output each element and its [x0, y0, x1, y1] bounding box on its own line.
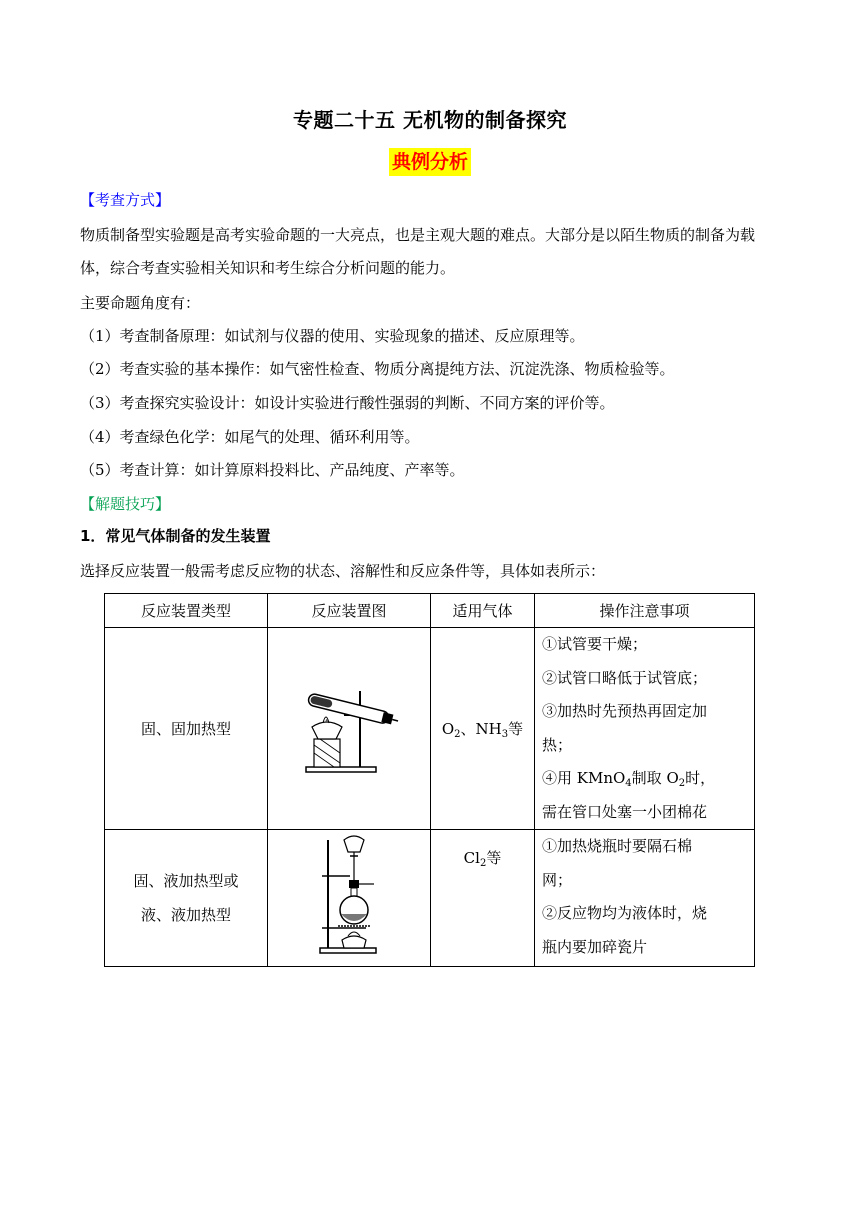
notes-cell — [535, 628, 755, 830]
page-title: 专题二十五 无机物的制备探究 — [293, 108, 567, 132]
gas-subscript: 3 — [501, 729, 509, 740]
gas-cell — [431, 830, 535, 967]
note-line: ②试管口略低于试管底； — [542, 668, 708, 687]
apparatus-cell — [268, 628, 431, 830]
header-diagram: 反应装置图 — [268, 594, 431, 628]
table-intro: 选择反应装置一般需考虑反应物的状态、溶解性和反应条件等，具体如表所示： — [80, 562, 606, 580]
flask-heating-apparatus-icon — [314, 832, 384, 960]
table-row — [105, 628, 755, 830]
reaction-type-cell: 固、液加热型或 液、液加热型 — [105, 830, 268, 967]
note-line: ④用 KMnO$_4$制取 $O_2$时， — [542, 769, 716, 789]
gas-subscript: 2 — [479, 858, 487, 869]
note-line: 热； — [542, 735, 573, 754]
note-line: ③加热时先预热再固定加 — [542, 702, 708, 720]
table-header-row — [105, 594, 755, 628]
table-row — [105, 830, 755, 967]
reaction-type-cell: 固、固加热型 — [105, 628, 268, 830]
angles-intro: 主要命题角度有： — [80, 294, 201, 312]
gas-formula: Cl — [463, 849, 480, 867]
header-type: 反应装置类型 — [105, 594, 268, 628]
angle-item: （1）考查制备原理：如试剂与仪器的使用、实验现象的描述、反应原理等。 — [80, 327, 585, 345]
tips-heading: 【解题技巧】 — [80, 495, 171, 513]
exam-mode-heading: 【考查方式】 — [80, 191, 171, 209]
exam-mode-paragraph: 物质制备型实验题是高考实验命题的一大亮点，也是主观大题的难点。大部分是以陌生物质的制备为载体，综合考查实验相关知识和考生综合分析问题的能力。 — [80, 226, 756, 277]
gas-formula: O — [441, 720, 455, 738]
gas-suffix: 等 — [486, 849, 502, 867]
gas-formula: 、NH — [460, 720, 502, 738]
section-title: 1．常见气体制备的发生装置 — [80, 527, 271, 545]
section-banner: 典例分析 — [389, 148, 471, 176]
note-line: 网； — [542, 870, 573, 889]
angle-item: （3）考查探究实验设计：如设计实验进行酸性强弱的判断、不同方案的评价等。 — [80, 394, 615, 412]
apparatus-table — [104, 593, 755, 967]
angle-item: （5）考查计算：如计算原料投料比、产品纯度、产率等。 — [80, 461, 465, 479]
notes-cell — [535, 830, 755, 967]
note-line: 需在管口处塞一小团棉花 — [542, 802, 708, 821]
header-notes: 操作注意事项 — [535, 594, 755, 628]
header-gas: 适用气体 — [431, 594, 535, 628]
note-line: 瓶内要加碎瓷片 — [542, 937, 648, 956]
angle-item: （2）考查实验的基本操作：如气密性检查、物质分离提纯方法、沉淀洗涤、物质检验等。 — [80, 360, 675, 378]
note-line: ②反应物均为液体时，烧 — [542, 904, 708, 922]
note-line: ①试管要干燥； — [542, 635, 648, 653]
gas-cell — [431, 628, 535, 830]
gas-subscript: 2 — [454, 729, 461, 740]
solid-heating-apparatus-icon — [294, 677, 404, 777]
gas-suffix: 等 — [508, 720, 524, 738]
angle-item: （4）考查绿色化学：如尾气的处理、循环利用等。 — [80, 428, 420, 446]
apparatus-cell — [268, 830, 431, 967]
note-line: ①加热烧瓶时要隔石棉 — [542, 837, 693, 855]
